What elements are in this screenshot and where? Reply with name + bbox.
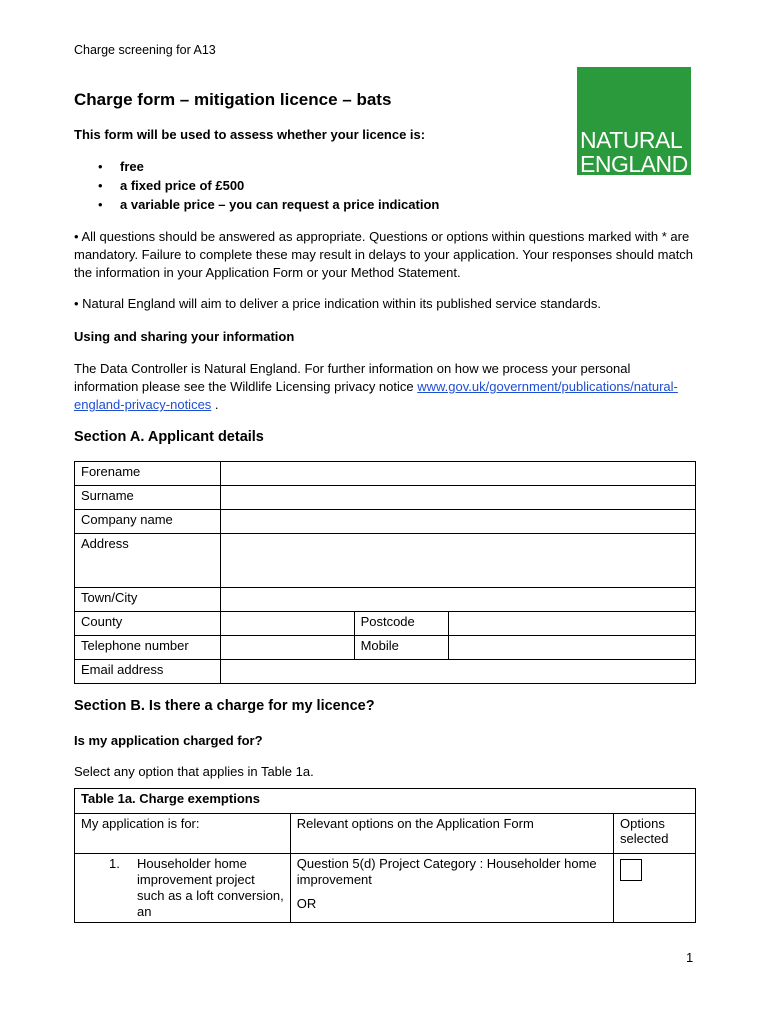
- charge-question: Is my application charged for?: [74, 733, 263, 748]
- licence-type-list: [74, 157, 439, 214]
- email-field[interactable]: [220, 660, 695, 684]
- using-info-heading: Using and sharing your information: [74, 329, 295, 344]
- charge-exemptions-table: [74, 788, 696, 923]
- guidance-paragraph: • All questions should be answered as appropriate. Questions or options within questions marked with * are mandatory. Failure to complete these may result in delays to your application. Your responses should match the information in your Application Form or your Method Statement.: [74, 229, 694, 280]
- table-caption: Table 1a. Charge exemptions: [75, 789, 696, 814]
- intro-text: This form will be used to assess whether your licence is:: [74, 127, 426, 142]
- privacy-link[interactable]: www.gov.uk/government/publications/natural-england-privacy-notices: [74, 379, 678, 412]
- logo-line2: ENGLAND: [580, 151, 688, 177]
- address-label: Address: [75, 534, 221, 588]
- town-field[interactable]: [220, 588, 695, 612]
- row-options: Question 5(d) Project Category : Householder home improvement OR: [290, 854, 613, 923]
- natural-england-logo: [577, 67, 691, 175]
- telephone-label: Telephone number: [75, 636, 221, 660]
- address-field[interactable]: [220, 534, 695, 588]
- county-label: County: [75, 612, 221, 636]
- list-item: • free: [98, 159, 144, 174]
- town-label: Town/City: [75, 588, 221, 612]
- section-b-heading: Section B. Is there a charge for my licence?: [74, 698, 375, 714]
- list-item: • a variable price – you can request a price indication: [98, 197, 440, 212]
- running-header: Charge screening for A13: [74, 43, 216, 57]
- row-description: 1. Householder home improvement project such as a loft conversion, an: [75, 854, 291, 923]
- option-checkbox-cell: [614, 854, 696, 923]
- mobile-label: Mobile: [354, 636, 448, 660]
- logo-line1: NATURAL: [580, 127, 683, 153]
- table-instruction: Select any option that applies in Table 1a.: [74, 764, 314, 779]
- surname-label: Surname: [75, 486, 221, 510]
- postcode-label: Postcode: [354, 612, 448, 636]
- service-standards-paragraph: • Natural England will aim to deliver a price indication within its published service standards.: [74, 296, 601, 311]
- applicant-details-table: [74, 461, 696, 684]
- forename-field[interactable]: [220, 462, 695, 486]
- postcode-field[interactable]: [448, 612, 696, 636]
- county-field[interactable]: [220, 612, 354, 636]
- table-row: [75, 854, 696, 923]
- forename-label: Forename: [75, 462, 221, 486]
- section-a-heading: Section A. Applicant details: [74, 429, 264, 445]
- company-field[interactable]: [220, 510, 695, 534]
- page-title: Charge form – mitigation licence – bats: [74, 90, 392, 109]
- column-header: My application is for:: [75, 814, 291, 854]
- column-header: Relevant options on the Application Form: [290, 814, 613, 854]
- surname-field[interactable]: [220, 486, 695, 510]
- column-header: Options selected: [614, 814, 696, 854]
- list-item: • a fixed price of £500: [98, 178, 245, 193]
- page-number: 1: [686, 950, 694, 965]
- option-checkbox[interactable]: [620, 859, 642, 881]
- privacy-paragraph: The Data Controller is Natural England. For further information on how we process your personal information please see the Wildlife Licensing privacy notice www.gov.uk/government/publications/natural-england-privacy-notices .: [74, 361, 678, 412]
- telephone-field[interactable]: [220, 636, 354, 660]
- email-label: Email address: [75, 660, 221, 684]
- mobile-field[interactable]: [448, 636, 696, 660]
- company-label: Company name: [75, 510, 221, 534]
